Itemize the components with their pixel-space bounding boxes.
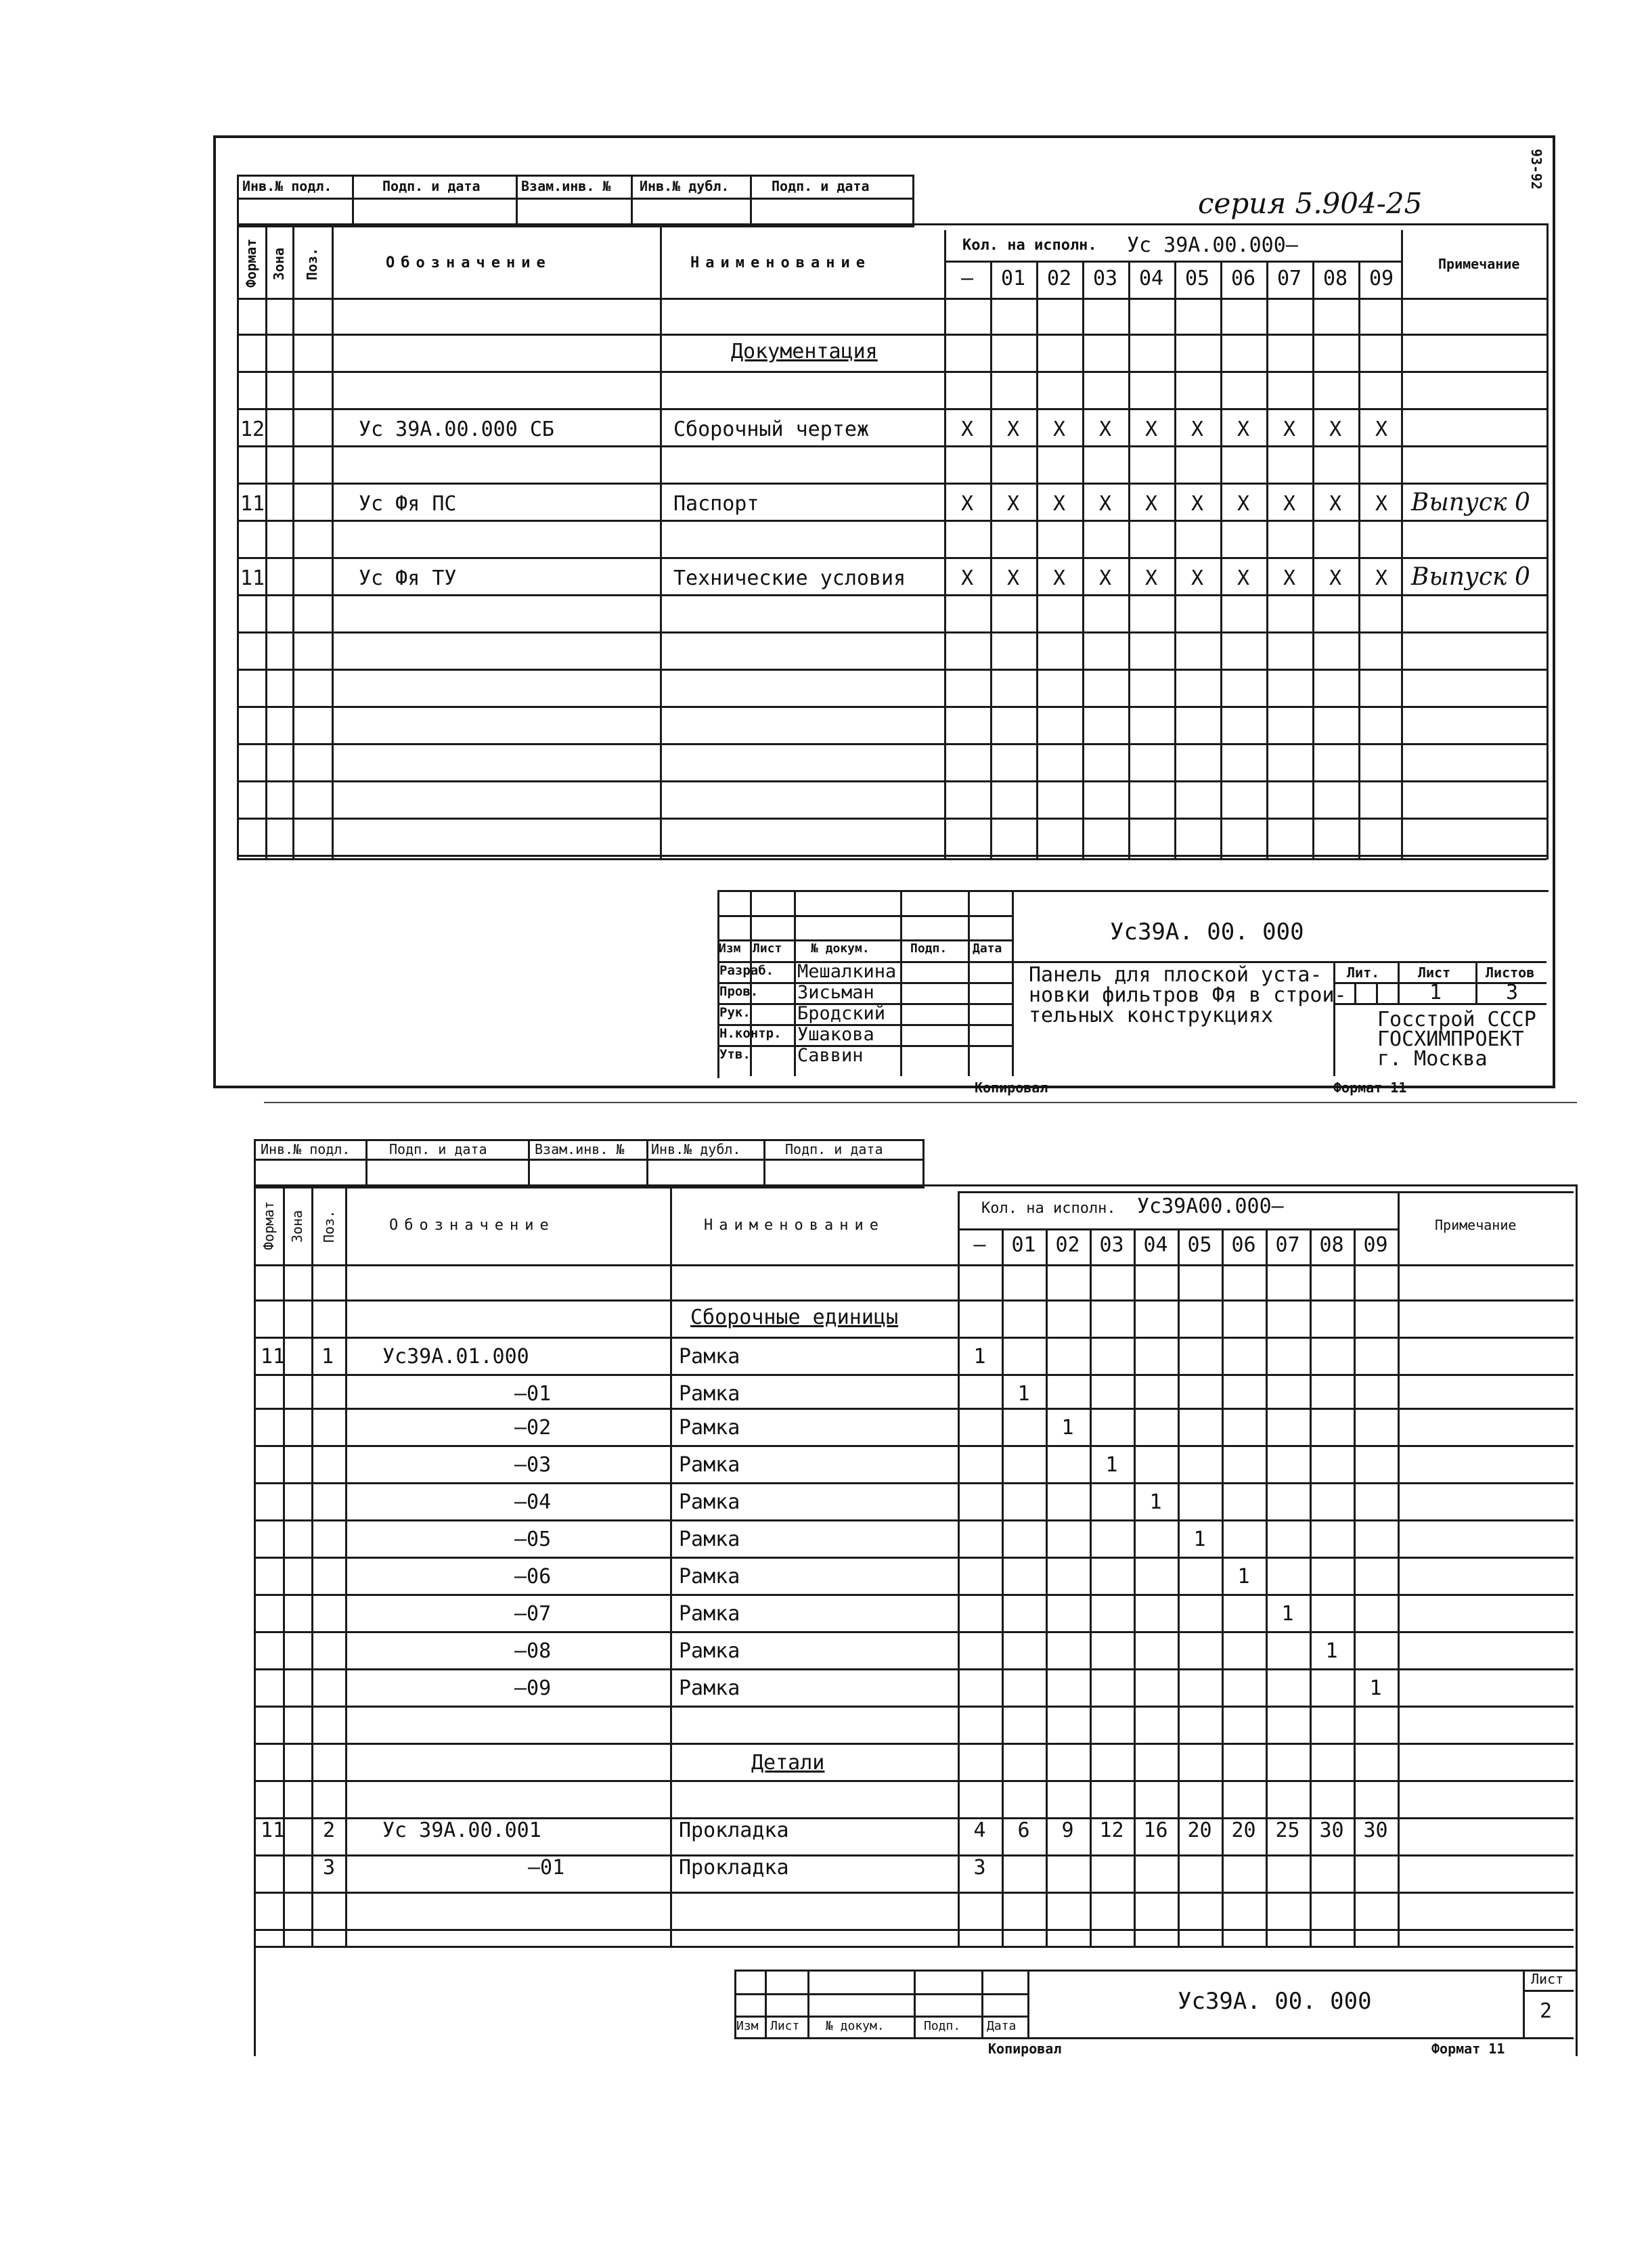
s1-row-mark: X [1329, 492, 1342, 516]
tb1-role-name: Зисьман [797, 982, 874, 1003]
s2-asm-designation: –07 [514, 1602, 552, 1626]
s2-asm-designation: –03 [514, 1453, 552, 1477]
tb1-product-1: Панель для плоской уста- [1029, 963, 1322, 987]
s2-variant-1: 01 [1011, 1233, 1036, 1257]
s2-asm-designation: –05 [514, 1528, 552, 1551]
s2-asm-name: Рамка [679, 1345, 740, 1369]
s2-asm-name: Рамка [679, 1565, 740, 1588]
s2-part-qty: 20 [1231, 1819, 1256, 1842]
tb1-lit: Лит. [1347, 964, 1380, 981]
s1-row-designation: Ус Фя ПС [359, 492, 457, 516]
s2-asm-name: Рамка [679, 1453, 740, 1477]
sheet-divider [264, 1102, 1577, 1103]
s1-row-mark: X [1375, 566, 1388, 590]
s2-part-pos: 3 [323, 1856, 336, 1880]
s1-row-mark: X [1190, 418, 1204, 441]
s2-section-assemblies: Сборочные единицы [690, 1306, 899, 1329]
s1-row-mark: X [1144, 418, 1158, 441]
s2-part-qty: 16 [1143, 1819, 1168, 1842]
s1-row-mark: X [1144, 566, 1158, 590]
tb1-list: Лист [753, 941, 782, 956]
s2-part-qty: 6 [1017, 1819, 1030, 1842]
s2-variant-2: 02 [1055, 1233, 1080, 1257]
h1-name: Наименование [690, 254, 871, 271]
tb1-date: Дата [973, 941, 1002, 956]
s1-variant-7: 07 [1276, 267, 1302, 290]
s2-asm-name: Рамка [679, 1602, 740, 1626]
s2-variant-0: – [973, 1233, 986, 1257]
s2-part-qty: 30 [1319, 1819, 1344, 1842]
s1-row-format: 11 [240, 566, 265, 590]
tb1-sheets-label: Листов [1486, 964, 1535, 981]
tb1-product-3: тельных конструкциях [1029, 1004, 1274, 1027]
tb2-sign: Подп. [924, 2019, 961, 2033]
tb1-org-2: ГОСХИМПРОЕКТ [1377, 1027, 1524, 1051]
s1-row-mark: X [1375, 418, 1388, 441]
s1-row-mark: X [1283, 566, 1296, 590]
h2-qty-code: Ус39А00.000– [1137, 1195, 1284, 1218]
h2-format: Формат [261, 1201, 277, 1250]
h2-name: Наименование [704, 1217, 885, 1234]
s2-asm-qty: 1 [1061, 1416, 1074, 1440]
s2-footer-copied: Копировал [988, 2041, 1062, 2057]
s2-part-qty: 4 [973, 1819, 986, 1842]
corner-mark: 93-92 [1528, 148, 1545, 190]
tb1-sheet-label: Лист [1418, 964, 1451, 981]
h1-designation: Обозначение [386, 254, 552, 271]
tb2-date: Дата [987, 2019, 1017, 2033]
s1-row-mark: X [1006, 418, 1020, 441]
s2-asm-format: 11 [261, 1345, 286, 1369]
series-header: серия 5.904-25 [1198, 187, 1423, 220]
s2-part-name: Прокладка [679, 1819, 789, 1842]
hdr1-inv: Инв.№ подл. [242, 178, 332, 194]
s1-row-mark: X [1329, 566, 1342, 590]
tb1-role-name: Ушакова [797, 1024, 874, 1045]
s1-row-mark: X [1144, 492, 1158, 516]
s2-asm-pos: 1 [321, 1345, 334, 1369]
h1-pos: Поз. [304, 247, 320, 281]
s2-asm-qty: 1 [1105, 1453, 1118, 1477]
s1-row-mark: X [1052, 418, 1066, 441]
s2-variant-8: 08 [1319, 1233, 1344, 1257]
tb1-sheet-value: 1 [1429, 981, 1442, 1004]
s2-part-designation: –01 [528, 1856, 565, 1880]
s2-asm-qty: 1 [1017, 1382, 1030, 1406]
s2-asm-name: Рамка [679, 1676, 740, 1700]
h2-note: Примечание [1435, 1217, 1517, 1233]
s1-row-name: Паспорт [673, 492, 759, 516]
tb1-product-2: новки фильтров Фя в строи- [1029, 983, 1347, 1007]
tb2-code: Ус39А. 00. 000 [1178, 1988, 1372, 2015]
s1-row-mark: X [1098, 566, 1112, 590]
hdr1-vzam: Взам.инв. № [521, 178, 611, 194]
s1-row-mark: X [1237, 418, 1250, 441]
tb1-role: Н.контр. [719, 1026, 782, 1041]
s2-asm-qty: 1 [973, 1345, 986, 1369]
s1-row-mark: X [1006, 492, 1020, 516]
h2-designation: Обозначение [389, 1217, 555, 1234]
h2-zone: Зона [289, 1209, 305, 1243]
tb1-role: Утв. [719, 1047, 751, 1062]
s2-part-qty: 12 [1099, 1819, 1124, 1842]
tb1-role: Рук. [719, 1005, 751, 1020]
sheet2-frame [254, 1184, 1578, 2056]
s2-asm-designation: –08 [514, 1639, 552, 1663]
h1-qty-title: Кол. на исполн. [962, 237, 1097, 254]
s2-part-pos: 2 [323, 1819, 336, 1842]
s1-row-note: Выпуск 0 [1411, 489, 1530, 516]
s1-row-designation: Ус Фя ТУ [359, 566, 457, 590]
s1-row-mark: X [1237, 492, 1250, 516]
tb1-sign: Подп. [910, 941, 948, 956]
s2-asm-designation: –04 [514, 1490, 552, 1514]
s2-asm-name: Рамка [679, 1416, 740, 1440]
s1-section-title: Документация [731, 340, 878, 363]
tb1-izm: Изм [719, 941, 741, 956]
s1-row-mark: X [1190, 566, 1204, 590]
s1-row-mark: X [1329, 418, 1342, 441]
s1-variant-0: – [960, 267, 974, 290]
tb1-role: Разраб. [719, 963, 774, 978]
sheet1-spec-table [237, 223, 1546, 862]
s2-asm-name: Рамка [679, 1639, 740, 1663]
s2-variant-3: 03 [1099, 1233, 1124, 1257]
s2-asm-qty: 1 [1149, 1490, 1162, 1514]
s2-asm-name: Рамка [679, 1528, 740, 1551]
s1-variant-6: 06 [1230, 267, 1256, 290]
hdr1-dubl: Инв.№ дубл. [640, 178, 730, 194]
s1-variant-2: 02 [1046, 267, 1072, 290]
s2-variant-6: 06 [1231, 1233, 1256, 1257]
h2-qty-title: Кол. на исполн. [981, 1200, 1116, 1217]
s1-row-mark: X [1283, 418, 1296, 441]
tb1-role-name: Бродский [797, 1003, 886, 1024]
tb1-code: Ус39А. 00. 000 [1110, 918, 1304, 946]
s1-variant-3: 03 [1092, 267, 1118, 290]
tb1-role-name: Саввин [797, 1045, 864, 1066]
s1-variant-4: 04 [1138, 267, 1164, 290]
hdr2-vzam: Взам.инв. № [535, 1141, 625, 1157]
s1-variant-5: 05 [1184, 267, 1210, 290]
s1-row-mark: X [960, 492, 974, 516]
s2-part-qty: 20 [1187, 1819, 1212, 1842]
s2-section-parts: Детали [751, 1751, 825, 1775]
s2-variant-9: 09 [1363, 1233, 1388, 1257]
s1-row-mark: X [1098, 418, 1112, 441]
s1-row-mark: X [1237, 566, 1250, 590]
tb2-sheet-value: 2 [1540, 1999, 1553, 2023]
s2-asm-qty: 1 [1193, 1528, 1206, 1551]
s2-variant-5: 05 [1187, 1233, 1212, 1257]
tb1-org-3: г. Москва [1377, 1047, 1488, 1071]
s2-variant-4: 04 [1143, 1233, 1168, 1257]
s1-row-note: Выпуск 0 [1411, 563, 1530, 591]
hdr2-sign2: Подп. и дата [785, 1141, 883, 1157]
h1-qty-code: Ус 39А.00.000– [1127, 234, 1298, 257]
s2-asm-name: Рамка [679, 1490, 740, 1514]
hdr2-sign: Подп. и дата [389, 1141, 487, 1157]
hdr1-sign2: Подп. и дата [772, 178, 870, 194]
s2-asm-qty: 1 [1369, 1676, 1382, 1700]
tb2-sheet-label: Лист [1531, 1971, 1564, 1987]
s1-row-mark: X [960, 566, 974, 590]
s2-part-qty: 25 [1275, 1819, 1300, 1842]
h2-pos: Поз. [321, 1209, 337, 1243]
s1-row-mark: X [1052, 492, 1066, 516]
h1-zone: Зона [271, 247, 287, 281]
hdr2-dubl: Инв.№ дубл. [651, 1141, 741, 1157]
tb1-sheets-value: 3 [1506, 981, 1519, 1004]
s1-row-mark: X [1283, 492, 1296, 516]
s1-row-mark: X [1052, 566, 1066, 590]
s1-row-mark: X [1375, 492, 1388, 516]
s2-asm-qty: 1 [1325, 1639, 1338, 1663]
s1-footer-copied: Копировал [975, 1080, 1048, 1096]
s2-part-format: 11 [261, 1819, 286, 1842]
s2-asm-designation: –06 [514, 1565, 552, 1588]
s1-variant-8: 08 [1322, 267, 1348, 290]
h1-note: Примечание [1438, 256, 1520, 272]
s2-part-designation: Ус 39А.00.001 [382, 1819, 541, 1842]
s2-asm-designation: –02 [514, 1416, 552, 1440]
s1-row-name: Технические условия [673, 566, 906, 590]
s2-asm-name: Рамка [679, 1382, 740, 1406]
s2-variant-7: 07 [1275, 1233, 1300, 1257]
tb1-doc: № докум. [811, 941, 870, 956]
hdr2-inv: Инв.№ подл. [261, 1141, 351, 1157]
s1-row-mark: X [1190, 492, 1204, 516]
tb1-role: Пров. [719, 984, 759, 999]
s1-variant-1: 01 [1000, 267, 1026, 290]
h1-format: Формат [243, 238, 259, 288]
s2-asm-designation: Ус39А.01.000 [382, 1345, 529, 1369]
tb1-org-1: Госстрой СССР [1377, 1008, 1536, 1031]
s1-row-designation: Ус 39А.00.000 СБ [359, 418, 554, 441]
s2-part-qty: 9 [1061, 1819, 1074, 1842]
s1-row-format: 11 [240, 492, 265, 516]
tb2-list: Лист [770, 2019, 800, 2033]
s2-asm-designation: –01 [514, 1382, 552, 1406]
tb2-izm: Изм [736, 2019, 759, 2033]
s2-part-qty: 3 [973, 1856, 986, 1880]
s2-part-qty: 30 [1363, 1819, 1388, 1842]
s1-footer-format: Формат 11 [1333, 1080, 1407, 1096]
s2-part-name: Прокладка [679, 1856, 789, 1880]
s1-row-mark: X [960, 418, 974, 441]
s1-variant-9: 09 [1368, 267, 1394, 290]
tb2-doc: № докум. [826, 2019, 885, 2033]
s1-row-mark: X [1006, 566, 1020, 590]
s2-footer-format: Формат 11 [1431, 2041, 1505, 2057]
s1-row-mark: X [1098, 492, 1112, 516]
s2-asm-qty: 1 [1281, 1602, 1294, 1626]
hdr1-sign: Подп. и дата [382, 178, 481, 194]
s1-row-name: Сборочный чертеж [673, 418, 869, 441]
tb1-role-name: Мешалкина [797, 961, 897, 982]
s1-row-format: 12 [240, 418, 265, 441]
s2-asm-designation: –09 [514, 1676, 552, 1700]
s2-asm-qty: 1 [1237, 1565, 1250, 1588]
